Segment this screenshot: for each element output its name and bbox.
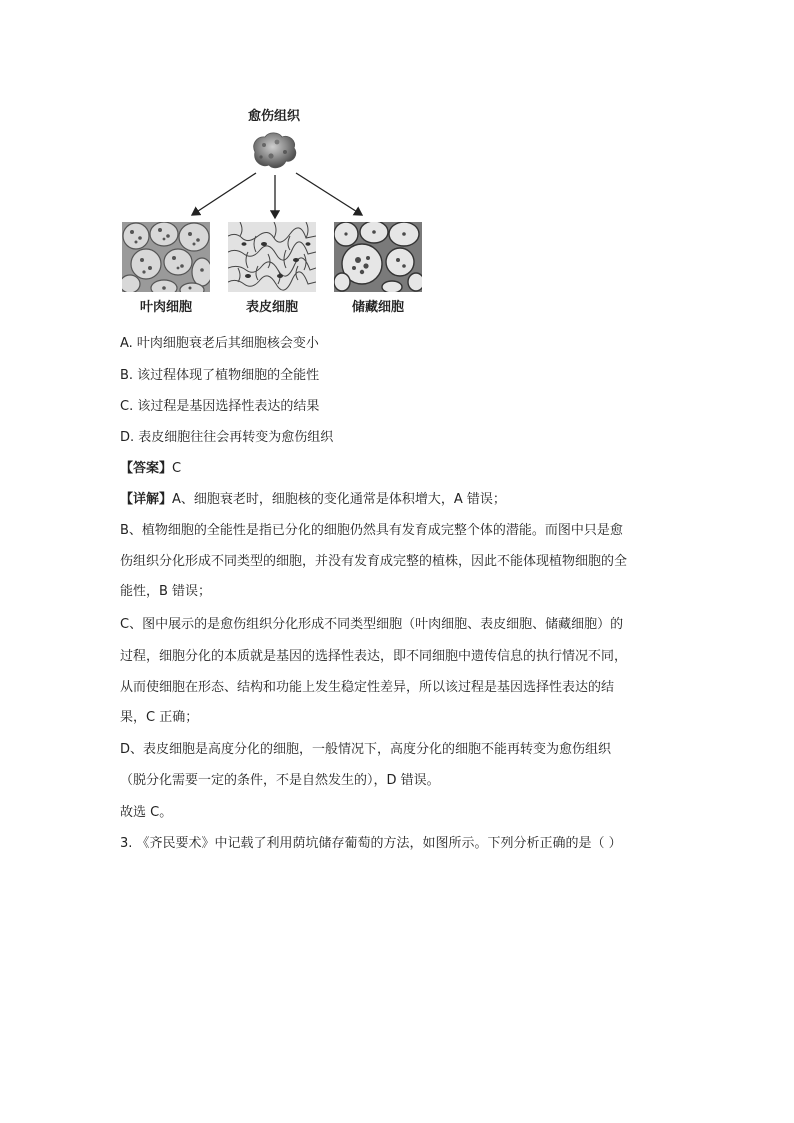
storage-cell-image xyxy=(334,222,422,292)
analysis-first-line xyxy=(120,488,506,507)
mesophyll-cell-label: 叶肉细胞 xyxy=(139,300,192,315)
analysis-line: 过程，细胞分化的本质就是基因的选择性表达，即不同细胞中遗传信息的执行情况不同， xyxy=(120,649,628,664)
option-b: B. 该过程体现了植物细胞的全能性 xyxy=(120,368,320,383)
analysis-line: 能性，B 错误； xyxy=(120,584,212,599)
analysis-line: B、植物细胞的全能性是指已分化的细胞仍然具有发育成完整个体的潜能。而图中只是愈 xyxy=(120,523,623,538)
epidermal-cell-label: 表皮细胞 xyxy=(245,300,298,315)
analysis-tag: 【详解】 xyxy=(120,492,173,507)
analysis-line: 伤组织分化形成不同类型的细胞，并没有发育成完整的植株，因此不能体现植物细胞的全 xyxy=(120,554,628,569)
analysis-point-a: A、细胞衰老时，细胞核的变化通常是体积增大，A 错误； xyxy=(172,492,506,507)
analysis-line: D、表皮细胞是高度分化的细胞，一般情况下，高度分化的细胞不能再转变为愈伤组织 xyxy=(120,742,612,757)
differentiation-arrows xyxy=(118,100,428,225)
analysis-line: 果，C 正确； xyxy=(120,710,199,725)
analysis-line: C、图中展示的是愈伤组织分化形成不同类型细胞（叶肉细胞、表皮细胞、储藏细胞）的 xyxy=(120,617,624,632)
figure-title: 愈伤组织 xyxy=(248,109,301,124)
analysis-conclusion: 故选 C。 xyxy=(120,805,173,820)
answer-line xyxy=(120,457,181,476)
storage-cell-label: 储藏细胞 xyxy=(351,300,404,315)
callus-differentiation-figure xyxy=(118,100,428,320)
option-c: C. 该过程是基因选择性表达的结果 xyxy=(120,399,320,414)
answer-value: C xyxy=(172,461,182,476)
epidermal-cell-image xyxy=(228,222,316,292)
question-3-stem: 3. 《齐民要术》中记载了利用荫坑储存葡萄的方法，如图所示。下列分析正确的是（ ） xyxy=(120,836,622,851)
answer-tag: 【答案】 xyxy=(120,461,173,476)
analysis-line: （脱分化需要一定的条件，不是自然发生的），D 错误。 xyxy=(120,773,440,788)
analysis-line: 从而使细胞在形态、结构和功能上发生稳定性差异，所以该过程是基因选择性表达的结 xyxy=(120,680,615,695)
option-a: A. 叶肉细胞衰老后其细胞核会变小 xyxy=(120,336,319,351)
mesophyll-cell-image xyxy=(122,222,210,292)
option-d: D. 表皮细胞往往会再转变为愈伤组织 xyxy=(120,430,334,445)
